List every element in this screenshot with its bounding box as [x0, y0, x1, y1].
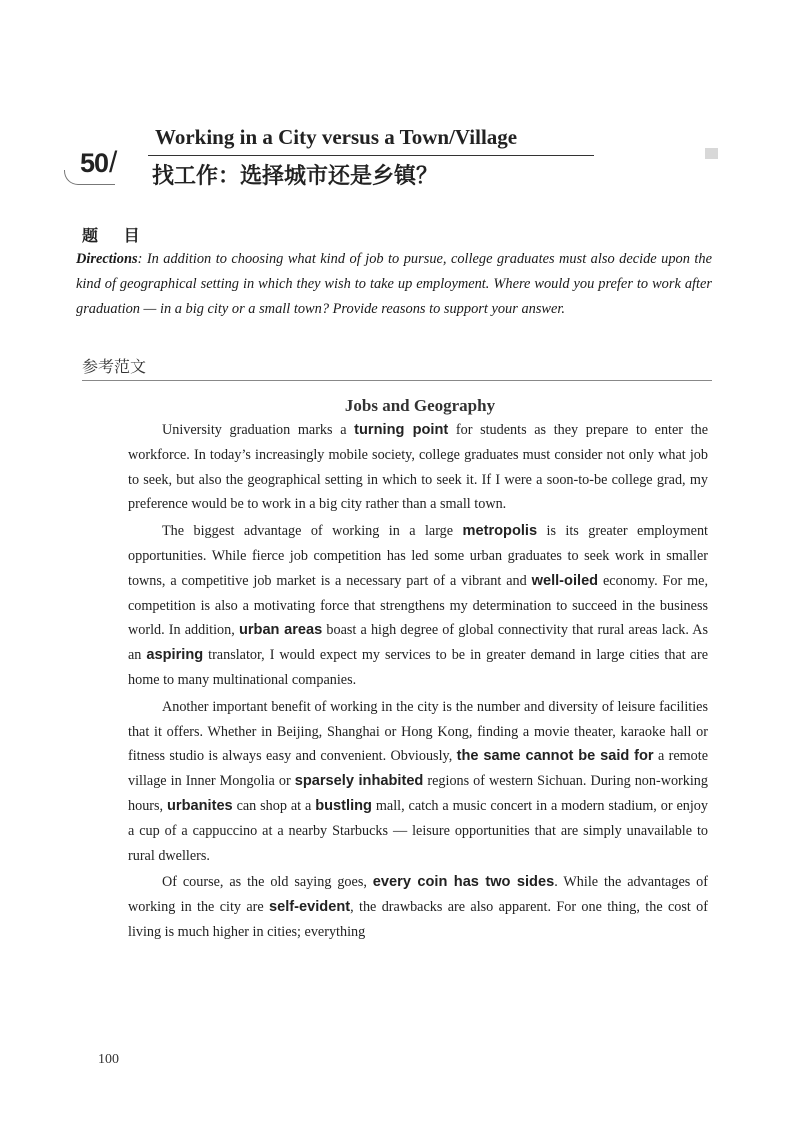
page-title-english: Working in a City versus a Town/Village [155, 125, 518, 149]
paragraph-text: boast a high degree of global connectivity that rural areas lack. As an [128, 622, 708, 664]
paragraph-text: Of course, as the old saying goes, [162, 874, 373, 891]
paragraph-text: , the drawbacks are also apparent. For one thing, the cost of living is much higher in cities; everything [128, 899, 709, 940]
paragraph-text: economy. For me, competition is also a motivating force that strengthens my determination to succeed in the business world. In addition, [128, 572, 709, 639]
page-number: 100 [98, 1052, 119, 1067]
title-divider [148, 155, 594, 156]
corner-marker [705, 148, 718, 159]
directions-body: : In addition to choosing what kind of job to pursue, college graduates must also decide upon the kind of geographical setting in which they wish to take up employment. Where would you prefer to work after graduation — in a big city or a small town? Provide reasons to support your answer. [76, 251, 712, 317]
key-phrase: urbanites [166, 797, 233, 814]
directions-text [76, 247, 712, 321]
essay-body [128, 418, 708, 947]
section-number: 50/ [80, 146, 117, 179]
paragraph-text: for students as they prepare to enter the workforce. In today’s increasingly mobile society, college graduates must consider not only what job to seek, but also the geographical setting in which to seek it. If I were a soon-to-be college grad, my preference would be to work in a big city rather than a small town. [128, 422, 708, 513]
key-phrase: well-oiled [531, 572, 599, 589]
paragraph-text: regions of western Sichuan. During non-working hours, [128, 773, 708, 814]
reference-label: 参考范文 [82, 357, 147, 376]
paragraph-text: mall, catch a music concert in a modern stadium, or enjoy a cup of a cappuccino at a nearby Starbucks — leisure opportunities that are simply unavailable to rural dwellers. [128, 797, 708, 864]
essay-title: Jobs and Geography [344, 396, 496, 415]
directions-label: Directions [76, 251, 138, 267]
paragraph-text: translator, I would expect my services to be in greater demand in large cities that are home to many multinational companies. [128, 647, 708, 688]
paragraph-text: Another important benefit of working in the city is the number and diversity of leisure facilities that it offers. Whether in Beijing, Shanghai or Hong Kong, finding a movie theater, karaoke hall or fitness studio is always easy and convenient. Obviously, [128, 698, 708, 765]
reference-divider [82, 380, 712, 381]
key-phrase: self-evident [269, 899, 351, 916]
key-phrase: turning point [354, 422, 449, 438]
essay-paragraph [128, 519, 708, 693]
paragraph-text: is its greater employment opportunities. While fierce job competition has led some urban graduates to seek work in smaller towns, a competitive job market is a necessary part of a vibrant and [128, 523, 708, 589]
paragraph-text: The biggest advantage of working in a large [162, 523, 463, 540]
key-phrase: the same cannot be said for [456, 748, 654, 765]
key-phrase: every coin has two sides [372, 874, 555, 891]
key-phrase: urban areas [238, 622, 323, 639]
paragraph-text: can shop at a [232, 797, 316, 814]
prompt-label: 题 目 [82, 226, 150, 245]
essay-paragraph [128, 870, 708, 944]
paragraph-text: . While the advantages of working in the city are [128, 874, 708, 916]
essay-paragraph [128, 418, 708, 517]
key-phrase: sparsely inhabited [294, 773, 424, 790]
page-title-chinese: 找工作：选择城市还是乡镇？ [152, 164, 439, 189]
paragraph-text: a remote village in Inner Mongolia or [128, 748, 708, 790]
paragraph-text: University graduation marks a [162, 422, 355, 438]
essay-paragraph [128, 695, 708, 869]
key-phrase: aspiring [146, 647, 204, 664]
key-phrase: metropolis [462, 523, 538, 540]
key-phrase: bustling [315, 797, 372, 814]
